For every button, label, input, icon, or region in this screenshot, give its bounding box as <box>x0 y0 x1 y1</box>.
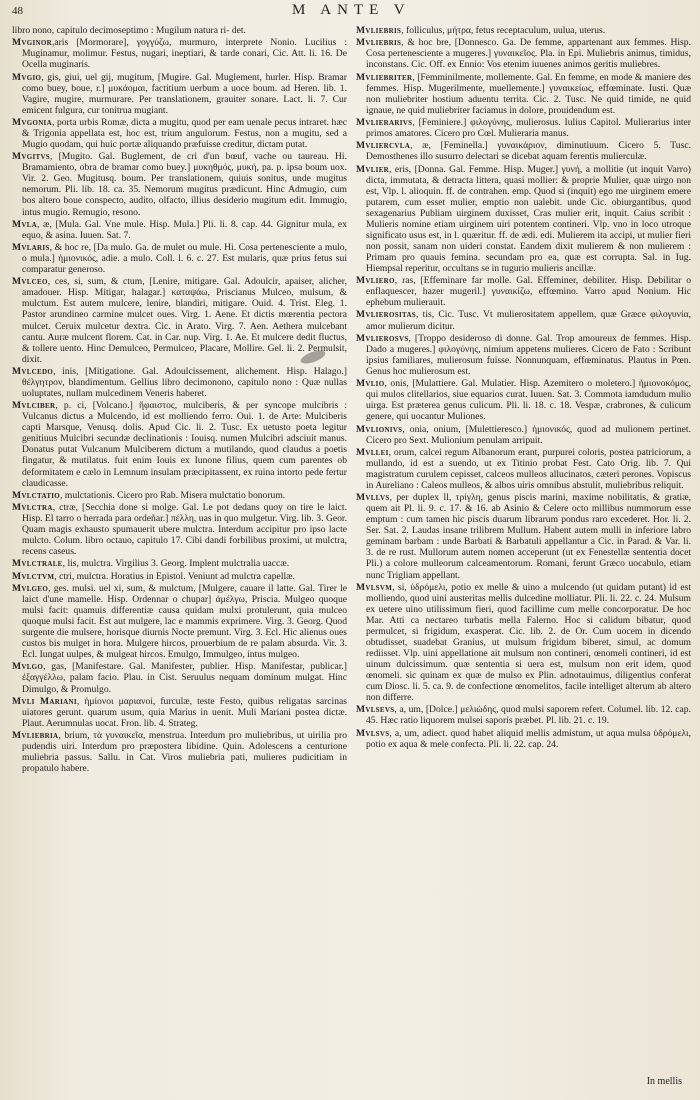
entry-text: , orum, calcei regum Albanorum erant, purpurei coloris, postea patriciorum, a mullando, id est a suendo, ut ex Titinio probat Fest. Cato Orig. lib. 7. Qui magistratum curulem cepisset, calceos mulleos allucinatos, cæteri perones. Vopiscus in Aureliano : Caleos mulleos, & albos uiris omnibus abstulit, muliebribus reliquit. <box>366 446 691 491</box>
entry-headword: Mvlierosvs <box>356 332 409 344</box>
dictionary-entry <box>356 275 691 308</box>
entry-text: , ctræ, [Secchia done si molge. Gal. Le pot dedans quoy on tire le laict. Hisp. El tarro o herrada para ordeñar.] πέλλη, uas in quo mulgetur. Virg. lib. 3. Geor. Quam magis exhausto spumauerit ubere mulctra. Interdum accipitur pro ipso lacte mulcto. Colum. libro octauo, capitulo 17. Cibi dandi forbilibus proximi, ut mulctra, recens caseus. <box>22 502 347 558</box>
dictionary-entry <box>12 502 347 557</box>
dictionary-entry <box>12 490 347 501</box>
right-column <box>356 25 691 1080</box>
entry-headword: Mvliero <box>356 275 395 287</box>
entry-headword: Mvla <box>12 218 38 230</box>
entry-headword: Mvlceo <box>12 276 48 288</box>
catchword: In mellis <box>646 1076 682 1087</box>
dictionary-entry <box>356 492 691 580</box>
entry-headword: Mvliebris <box>356 25 402 36</box>
entry-text: ,aris [Mormorare], γογγύζω, murmuro, interprete Nonio. Lucilius : Muginamur, molimur. Festus, nugari, ineptiari, & tarde conari, Cic. Att. li. 16. De Ocella muginaris. <box>22 37 347 71</box>
entry-text: , æ, [Feminella.] γυναικάριον, diminutiuum. Cicero 5. Tusc. Demosthenes illo susurro delectari se dicebat aquam ferentis mulierculæ. <box>366 140 691 163</box>
page-number: 48 <box>12 5 23 17</box>
dictionary-entry <box>356 25 691 36</box>
entry-text: , & hoc bre, [Donnesco. Ga. De femme, appartenant aux femmes. Hisp. Cosa pertenesciente a mugeres.] γυναικεῖος. Pla. in Epi. Muliebris animus, timidus, inconstans. Cic. Off. ex Ennio: Vos etenim iuuenes animos geritis muliebres. <box>366 37 691 71</box>
dictionary-entry <box>12 696 347 729</box>
dictionary-entry <box>12 730 347 774</box>
entry-headword: Mvllvs <box>356 492 390 504</box>
entry-headword: Mvliebris <box>356 37 402 49</box>
entry-text: , ctri, mulctra. Horatius in Epistol. Veniunt ad mulctra capellæ. <box>54 570 295 582</box>
entry-headword: Mvlciber <box>12 400 56 412</box>
dictionary-entry <box>12 366 347 399</box>
entry-headword: Mvliebria <box>12 730 59 742</box>
entry-text: , ges. mulsi. uel xi, sum, & mulctum, [Mulgere, cauare il latte. Gal. Tirer le laict d'une mamelle. Hisp. Ordennar o chupar] ἀμέλγω, Priscia. Mulgeo quoque mulsi facit: quamuis differentiæ causa quidam mulxi protulerunt, quia mulceo quoque mulsi facit. Est aut mulgere, lac e mammis exprimere. Virg. 3. Georg. Quod surgente die mulsere, horisque diurnis Nocte premunt. Virg. 3. Ecl. Hic alienus oues custos bis mulget in hora. Mulgere hircos, prouerbium de re palam absurda. Vir. 3. Ecl. Iungat uulpes, & mulgeat hircos. Emulgo, Immulgeo, intus mulgeo. <box>22 582 347 661</box>
dictionary-entry <box>12 25 347 36</box>
dictionary-entry <box>12 661 347 694</box>
running-head: M ANTE V <box>292 2 411 18</box>
entry-headword: Mvlierarivs <box>356 116 413 128</box>
entry-text: libro nono, capitulo decimoseptimo : Mugilum natura ri- det. <box>12 25 246 36</box>
entry-headword: Mvli Mariani <box>12 695 77 707</box>
entry-headword: Mvlctatio <box>12 489 61 501</box>
dictionary-entry <box>356 309 691 331</box>
dictionary-entry <box>12 400 347 488</box>
dictionary-entry <box>356 164 691 274</box>
dictionary-entry <box>12 151 347 217</box>
entry-text: , [Mugito. Gal. Buglement, de cri d'un bœuf, vache ou taureau. Hi. Bramamiento, obra de bramar como buey.] μυκηθμός, μυκή, pa. p. ipsa boum uox. Vir. 2. Geo. Mugitusq. boum. Per translationem, quiuis sonitus, unde mugitus nemorum. Pli. lib. 18. ca. 35. Nemorum mugitus prædicunt. Hinc Admugio, cum bos altero boue conspecto, audito, olfacto, illius desiderio mugitum edit. Immugio, intus mugio. Remugio, resono. <box>22 151 347 218</box>
entry-text: , tis, Cic. Tusc. Vt mulierositatem appellem, quæ Græce φιλογυνία, amor mulierum dicitur. <box>366 309 691 332</box>
dictionary-entry <box>356 378 691 422</box>
dictionary-entry <box>356 728 691 750</box>
entry-headword: Mvlcedo <box>12 365 54 377</box>
entry-text: , p. ci, [Volcano.] ἥφαιστος, mulciberis, & per syncope mulcibris : Vulcanus dictus a Mulcendo, id est molliendo ferro. Oui. 1. de Arte: Mulciberis capti Marsque, Venusq. dolis. Apud Cic. li. 2. Tusc. Ex uetusto poeta legitur genitiuus Mulcibri secundæ declinationis : Iouisq. numen Mulcibri adsciuit manus. Donatus putat Vulcanum Mulciberem dictum a mutilando, quod claudus a poetis fingatur, & mutilatus. fuit enim Iouis ex Iunone filius, quem cum parentes ob deformitatem e cælo in Lemnum insulam præcipitassent, ex ruina intorto pede fertur claudicasse. <box>22 400 347 489</box>
entry-headword: Mvlaris <box>12 242 50 254</box>
dictionary-entry <box>12 37 347 70</box>
dictionary-entry <box>12 72 347 116</box>
entry-text: , porta urbis Romæ, dicta a mugitu, quod per eam uenale pecus intraret. hæc & Trigonia appellata est, hoc est, trium angulorum. Festus, non a mugitu, sed a Mugio quodam, qui huic portæ aliquando præfuisse creditur, dictam putat. <box>22 116 347 151</box>
entry-text: , ras, [Effeminare far molle. Gal. Effeminer, debiliter. Hisp. Debilitar o enflaquescer, hazer mugeril.] γυναικίζω, effœmino. Varro apud Nonium. Hic ephebum mulierauit. <box>366 275 691 309</box>
entry-headword: Mvliebriter <box>356 71 413 83</box>
left-column <box>12 25 347 1080</box>
page-header <box>0 2 700 22</box>
entry-headword: Mvlio <box>356 378 385 390</box>
entry-headword: Mvliercvla <box>356 140 411 152</box>
entry-headword: Mvlgeo <box>12 582 49 594</box>
dictionary-entry <box>356 37 691 70</box>
dictionary-entry <box>12 558 347 569</box>
entry-text: , per duplex ll, τρίγλη, genus piscis marini, maxime nobilitatis, & gratiæ, quem ait Pl. li. 9. c. 17. & 16. ab Asinio & Celere octo millibus nummorum esse emptum : cum tamen hic piscis duarum librarum pondus raro excederet. Hor. li. 2. Ser. Sat. 2. Laudas insane trilibrem Mullum. Habent autem mulli in inferiore labro geminam barbam : unde Barbati & Barbatuli appellantur a Cic. in Parad. & Var. li. 3. de re rust. Mullorum autem nomen acceperunt (ut ex Fenestellæ sententia docet Pli.) a colore mulleorum calceamentorum. Romani, ferunt Græco uocabulo, etiam nunc Trigliam appellant. <box>366 492 691 581</box>
entry-text: , [Femminilmente, mollemente. Gal. En femme, en mode & maniere des femmes. Hisp. Mugerilmente, muellemente.] γυναικείως, effœminate. Iusti. Quæ non muliebriter hostium aduentu territa. Cic. 2. Tusc. Ne quid timide, ne quid ignaue, ne quid muliebriter faciamus in dolore, prouidendum est. <box>366 71 691 116</box>
entry-text: , eris, [Donna. Gal. Femme. Hisp. Muger.] γυνή, a mollitie (ut inquit Varro) dicta, immutata, & detracta littera, quasi mollier: & proprie Mulier, quæ uirgo non est, Vlp. l. alioquin. ff. de contrahen. emp. Quod si (inquit) ego me uirginem emere putarem, cum esset mulier, emptio non ualebit. unde Cic. obiurgantibus, quod sexagenarius Publiam uirginem duxisset, Cras mulier erit, inquit. Caius scribit : Mulieris nomine etiam uirginem uiri potentem contineri. Vlp. vno in loco utroque significato usus est, in l. quæritur. ff. de ædi. edi. Mulierem ita accipi, ut mulier fieri non possit, sanam non uideri constat. Eandem dixit mulierem & non mulierem : Primam pro quauis femina. secundam pro ea, quæ est corrupta. Sal. in Iug. Hiempsal reperitur, occultans se in tugurio mulieris ancillæ. <box>366 163 691 274</box>
entry-text: , a, um, adiect. quod habet aliquid mellis admistum, ut aqua mulsa ὑδρόμελι, potio ex aqua & mele confecta. Pli. li. 22. cap. 24. <box>366 727 691 750</box>
entry-headword: Mvlsvs <box>356 727 390 739</box>
entry-headword: Mvgitvs <box>12 151 50 163</box>
entry-headword: Mvlgo <box>12 661 44 673</box>
dictionary-entry <box>12 583 347 660</box>
entry-text: , si, ὑδρόμελι, potio ex melle & uino a mulcendo (ut quidam putant) id est molliendo, quod uini austeritas mellis dulcedine molliatur. Pli. li. 22. c. 24. Mulsum ex uetere uino utilissimum fieri, quod facillime cum melle concorporatur. De hoc Mar. Atti ca nectareo turbatis mella Falerno. Hoc si calidum bibatur, quod permulcet, si frigidum, exasperat. Cic. lib. 2. de Or. Cum uocem in dicendo obtudisset, suadebat Granius, ut mulsum frigidum biberet, simul, ac domum rediisset. Vlp. uini appellatione ait mulsum non contineri, œnomeli contineri, id est uinum dulcissimum. quæ sententia si uera est, mulsum non erit idem, quod œnomeli. sic quinam ex quæ de mulso ex Plin. adnotauimus, diligentius conferat cum Diosc. li. 5. ca. 9. de confectione œnomelitos, facile intelliget alterum ab altero non differre. <box>366 581 691 704</box>
entry-headword: Mvlier <box>356 163 390 175</box>
dictionary-entry <box>12 276 347 364</box>
entry-text: , folliculus, μήτρα, fetus receptaculum, uulua, uterus. <box>401 25 606 36</box>
entry-headword: Mvlierositas <box>356 309 416 321</box>
dictionary-entry <box>12 571 347 582</box>
entry-text: , brium, τὰ γυναικεῖα, menstrua. Interdum pro muliebribus, ut uirilia pro pudendis uiri. Interdum pro præpostera libidine. Quin. Adolescens a centurione muliebria passus. Sallu. in Cat. Viros muliebria pati, mulieres pudicitiam in propatulo habere. <box>22 730 347 775</box>
dictionary-entry <box>356 704 691 726</box>
entry-text: , & hoc re, [Da mulo. Ga. de mulet ou mule. Hi. Cosa pertenesciente a mulo, o mula.] ἡμιονικός, adie. a mulo. Coll. l. 6. c. 27. Est mularis, quæ prius fetus sui comparatur generoso. <box>22 242 347 276</box>
entry-headword: Mvginor <box>12 37 52 49</box>
entry-headword: Mvlctra <box>12 502 53 514</box>
entry-text: , gis, giui, uel gij, mugitum, [Mugire. Gal. Muglement, hurler. Hisp. Bramar como buey, boue, r.] μυκάομαι, factitium uerbum a uoce boum. ad Heren. lib. 1. Vagire, mugire, murmurare. Per translationem, grauiter sonare. Lact. li. 7. Cur emicent fulgura, cur tonitrua mugiant. <box>22 71 347 116</box>
entry-text: , a, um, [Dolce.] μελιώδης, quod mulsi saporem refert. Columel. lib. 12. cap. 45. Hæc ratio liquorem mulsei saporis præbet. Pl. lib. 21. c. 19. <box>366 704 691 727</box>
dictionary-entry <box>12 117 347 150</box>
entry-headword: Mvgonia <box>12 116 52 128</box>
entry-headword: Mvlsevs <box>356 704 395 716</box>
dictionary-entry <box>356 447 691 491</box>
dictionary-entry <box>356 117 691 139</box>
entry-text: , ἡμίονοι μαριανοί, furculæ, teste Festo, quibus religatas sarcinas uiatores gerunt. quarum usum, quia Marius in uenit. Muli Mariani postea dictæ. Plaut. Aerumnulas uocat. Fron. lib. 4. Strateg. <box>22 695 347 729</box>
entry-text: , inis, [Mitigatione. Gal. Adoulcissement, alichement. Hisp. Halago.] θέλγητρον, blandimentum. Gellius libro decimonono, capitulo nono : Quæ nullas uoluptates, nullam mulcedinem Veneris haberet. <box>22 365 347 399</box>
dictionary-entry <box>356 582 691 704</box>
entry-headword: Mvlctrale <box>12 558 63 570</box>
entry-text: , lis, mulctra. Virgilius 3. Georg. Implent mulctralia uaccæ. <box>62 558 290 570</box>
entry-text: , [Troppo desideroso di donne. Gal. Trop amoureux de femmes. Hisp. Dado a mugeres.] φιλογύνης, nimium appetens mulieres. Cicero de Fato : Scribunt ipsius familiares, mulierosum fuisse. Nonnunquam, effœminatus. Plautus in Pœn. Genus hoc mulierosum est. <box>366 332 691 377</box>
dictionary-entry <box>12 242 347 275</box>
entry-headword: Mvlctvm <box>12 570 55 582</box>
dictionary-entry <box>356 72 691 116</box>
entry-text: , mulctationis. Cicero pro Rab. Misera mulctatio bonorum. <box>60 489 286 501</box>
entry-headword: Mvgio <box>12 71 42 83</box>
entry-text: , onia, onium, [Mulettieresco.] ἡμιονικός, quod ad mulionem pertinet. Cicero pro Sext. Mulionium penulam arripuit. <box>366 423 691 446</box>
dictionary-entry <box>356 140 691 162</box>
entry-text: , onis, [Mulattiere. Gal. Mulatier. Hisp. Azemitero o moletero.] ἡμιονοκόμος, qui mulos clitellarios, siue equarios curat. Iuuen. Sat. 3. Commota iamdudum mulio uirga. Est præterea genus culicum. Pli. li. 18. c. 18. Vespæ, crabrones, & culicum genere, qui uocantur Muliones. <box>366 378 691 423</box>
entry-text: , gas, [Manifestare. Gal. Manifester, publier. Hisp. Manifestar, publicar.] ἐξαγγέλλω, palam facio. Plau. in Cist. Seruulus nequam dominum mulgat. Hinc Dimulgo, & Promulgo. <box>22 661 347 695</box>
entry-headword: Mvlsvm <box>356 581 393 593</box>
dictionary-entry <box>12 219 347 241</box>
entry-headword: Mvllei <box>356 446 389 458</box>
entry-text: , ces, si, sum, & ctum, [Lenire, mitigare. Gal. Adoulcir, apaiser, alicher, amadouer. Hisp. Mitigar, halagar.] καταψάω, Priscianus Mulceo, mulsum, & mulctum. Est autem mulcere, lenire, blandiri, mitigare. Ouid. 4. Trist. Eleg. 1. Pastor arundineo carmine mulcet oues. Virg. 1. Aene. Et dictis mœrentia pectora mulcet. Ceruix mulcetur dextra. Cic. in Arato. Virg. 7. Aen. Aethera mulcebant cantu. Auræ mulcent florem. Cat. in Car. nup. Virg. 1. Ae. Et mulcere dedit fluctus, & tollere uento. Hinc Demulceo, Permulceo, Placare, Mollire. Gel. li. 2. Permulsit, dixit. <box>22 276 347 365</box>
entry-headword: Mvlionivs <box>356 423 403 435</box>
entry-text: , æ, [Mula. Gal. Vne mule. Hisp. Mula.] Pli. li. 8. cap. 44. Gignitur mula, ex equo, & asina. Iuuen. Sat. 7. <box>22 218 347 241</box>
entry-text: , [Feminiere.] φιλογύνης, mulierosus. Iulius Capitol. Mulierarius inter primos amatores. Cicero pro Cœl. Mulieraria manus. <box>366 116 691 139</box>
dictionary-entry <box>356 333 691 377</box>
dictionary-entry <box>356 424 691 446</box>
